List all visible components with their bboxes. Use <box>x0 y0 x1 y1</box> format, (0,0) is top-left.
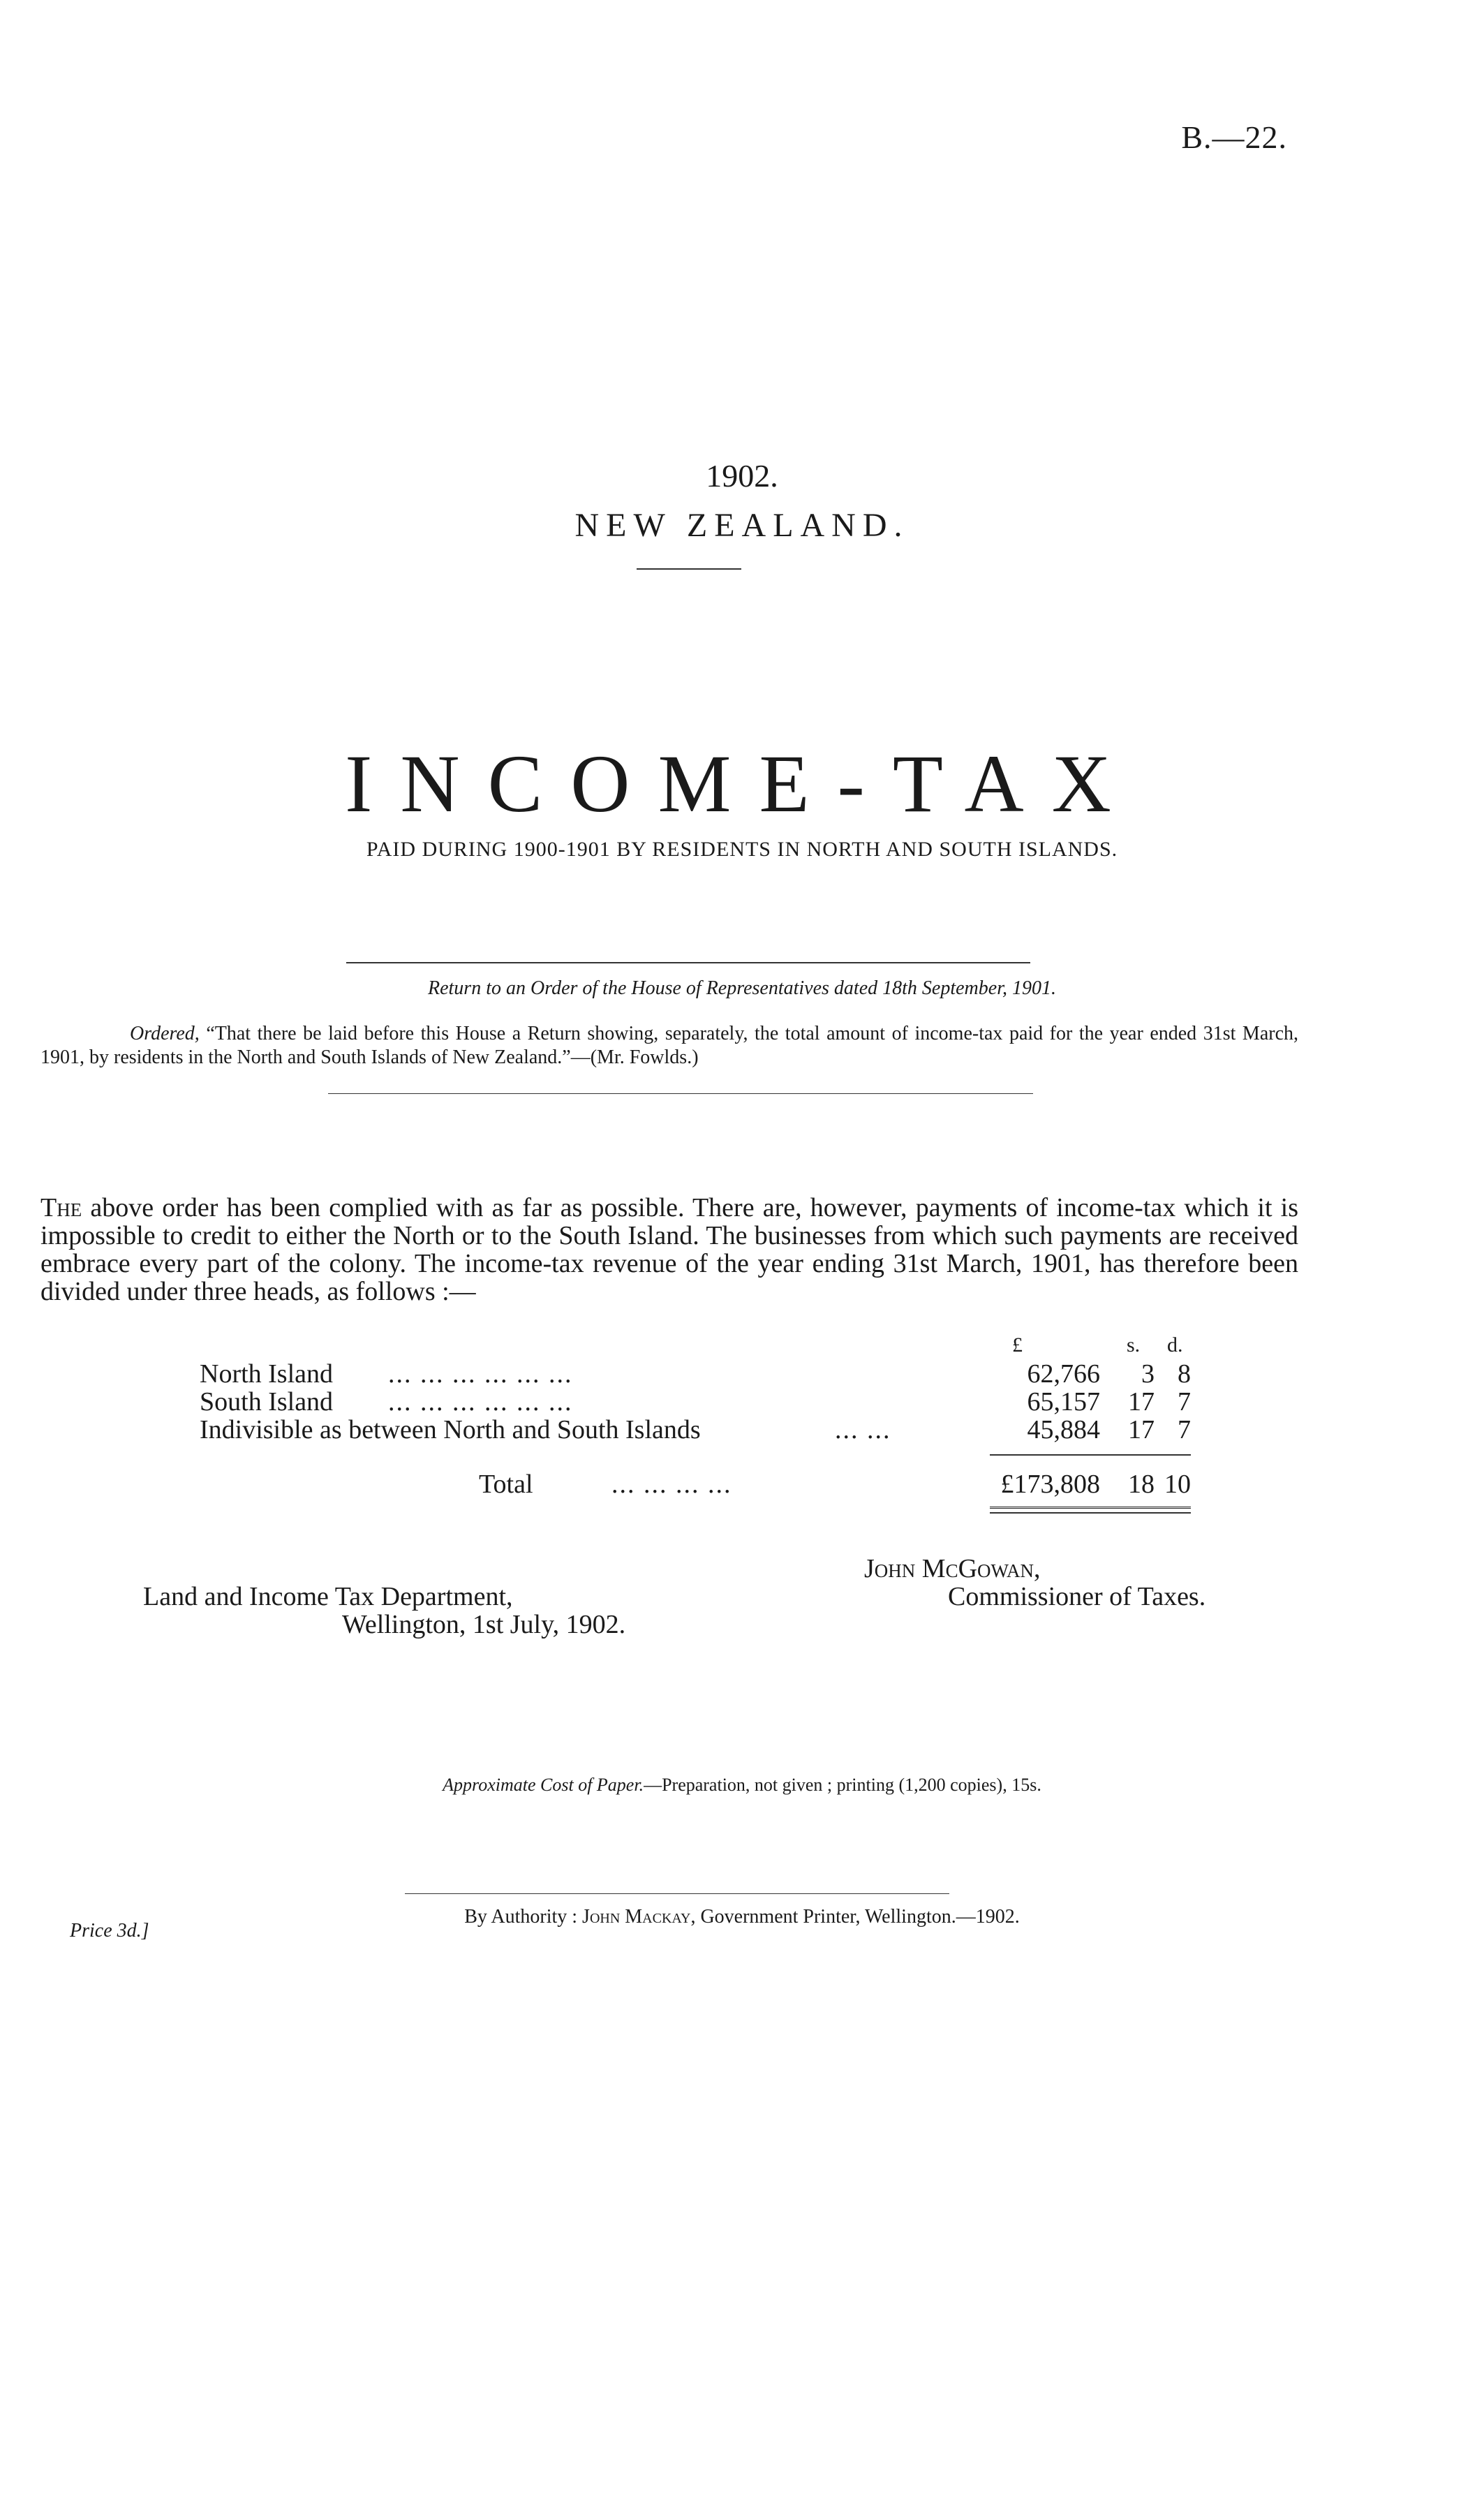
cost-note <box>0 1775 1484 1796</box>
document-subtitle: PAID DURING 1900-1901 BY RESIDENTS IN NORTH AND SOUTH ISLANDS. <box>366 838 1118 861</box>
leader-dots: ... ... ... ... ... ... <box>388 1359 573 1389</box>
subtotal-rule <box>990 1454 1191 1456</box>
ordered-paragraph <box>40 1022 1298 1070</box>
ordered-text: “That there be laid before this House a Return showing, separately, the total amount of income-tax paid for the year ended 31st March, 1901, by residents in the North and South Islands of New Zealand.”—(Mr. Fowlds.) <box>40 1023 1299 1068</box>
column-header-shillings: s. <box>1127 1333 1141 1356</box>
place-date: Wellington, 1st July, 1902. <box>342 1610 626 1639</box>
amount-pence: 7 <box>1178 1415 1191 1444</box>
leader-dots: ... ... ... ... <box>611 1470 732 1499</box>
signatory-title: Commissioner of Taxes. <box>948 1582 1206 1611</box>
order-top-rule <box>346 962 1030 963</box>
ordered-label: Ordered, <box>130 1023 200 1044</box>
body-paragraph <box>40 1194 1298 1306</box>
total-double-rule <box>990 1507 1191 1511</box>
row-label: Indivisible as between North and South Islands <box>200 1415 701 1444</box>
document-reference: B.—22. <box>1181 119 1287 155</box>
printer-suffix: Government Printer, Wellington.—1902. <box>700 1906 1020 1928</box>
table-row <box>200 1386 1191 1416</box>
column-header-pounds: £ <box>1012 1333 1023 1356</box>
column-header-pence: d. <box>1167 1333 1183 1356</box>
table-row <box>200 1414 1191 1444</box>
amount-pounds: 65,157 <box>1027 1387 1100 1417</box>
document-title: INCOME-TAX <box>345 738 1139 829</box>
order-bottom-rule <box>328 1093 1033 1094</box>
amount-pence: 7 <box>1178 1387 1191 1417</box>
cost-text: —Preparation, not given ; printing (1,200 copies), 15s. <box>644 1775 1041 1795</box>
printer-prefix: By Authority : <box>464 1906 578 1928</box>
price-note: Price 3d.] <box>70 1920 149 1942</box>
title-divider <box>637 568 741 570</box>
total-double-rule-lower <box>990 1512 1191 1514</box>
row-label: South Island <box>200 1387 334 1417</box>
return-order-line: Return to an Order of the House of Representatives dated 18th September, 1901. <box>428 977 1056 999</box>
printer-imprint <box>0 1906 1484 1928</box>
amount-shillings: 17 <box>1128 1387 1155 1417</box>
amount-shillings: 17 <box>1128 1415 1155 1444</box>
body-lead-word: The <box>40 1193 82 1222</box>
department-name: Land and Income Tax Department, <box>143 1582 513 1611</box>
amount-pence: 8 <box>1178 1359 1191 1389</box>
table-total-row <box>200 1469 1191 1498</box>
amount-shillings: 3 <box>1141 1359 1155 1389</box>
leader-dots: ... ... ... ... ... ... <box>388 1387 573 1417</box>
total-pence: 10 <box>1164 1470 1191 1499</box>
row-label: North Island <box>200 1359 334 1389</box>
printer-name: John Mackay, <box>582 1906 696 1928</box>
total-label: Total <box>479 1470 533 1499</box>
signatory-name: John McGowan, <box>864 1554 1041 1583</box>
cost-label: Approximate Cost of Paper. <box>443 1775 644 1795</box>
amount-pounds: 45,884 <box>1027 1415 1100 1444</box>
document-country: NEW ZEALAND. <box>574 507 910 544</box>
amount-pounds: 62,766 <box>1027 1359 1100 1389</box>
total-shillings: 18 <box>1128 1470 1155 1499</box>
total-pounds: £173,808 <box>1000 1470 1100 1499</box>
table-row <box>200 1359 1191 1388</box>
body-text: above order has been complied with as far as possible. There are, however, payments of income-tax which it is impossible to credit to either the North or to the South Island. The businesses from which such payments are received embrace every part of the colony. The income-tax revenue of the year ending 31st March, 1901, has therefore been divided under three heads, as follows :— <box>40 1193 1299 1306</box>
footer-rule <box>405 1893 949 1894</box>
document-year: 1902. <box>706 458 778 494</box>
leader-dots: ... ... <box>835 1415 891 1444</box>
